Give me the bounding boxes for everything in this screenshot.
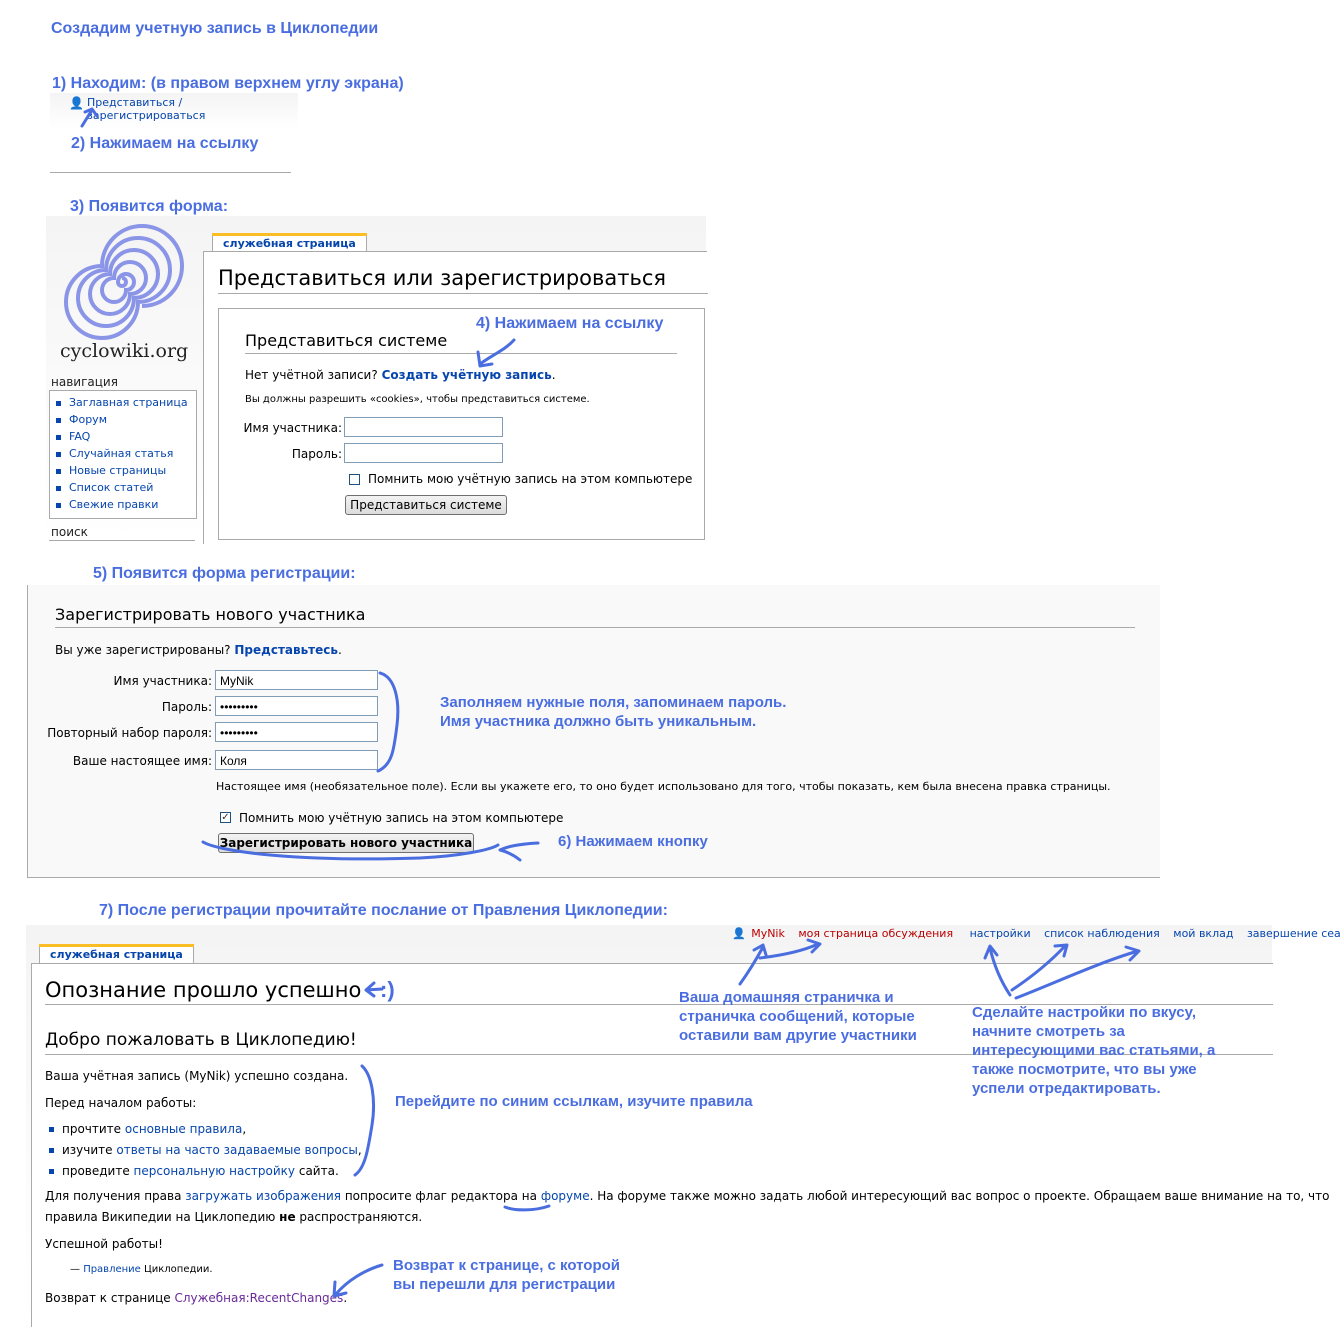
reg-remember-label: Помнить мою учётную запись на этом компьютере — [239, 811, 564, 825]
bullet-icon — [49, 1148, 54, 1153]
nav-item-faq[interactable]: FAQ — [69, 430, 91, 443]
step4-note: 4) Нажимаем на ссылку — [476, 315, 664, 332]
register-heading: Зарегистрировать нового участника — [55, 605, 366, 624]
register-submit-button[interactable]: Зарегистрировать нового участника — [218, 833, 474, 853]
bullet-icon — [56, 452, 61, 457]
cookies-text: Вы должны разрешить «cookies», чтобы представиться системе. — [245, 394, 590, 405]
welcome-heading: Добро пожаловать в Циклопедию! — [45, 1030, 357, 1050]
reg-password2-label: Повторный набор пароля: — [47, 726, 212, 740]
logout-link[interactable]: завершение сеа — [1246, 927, 1341, 940]
step1-note: 1) Находим: (в правом верхнем углу экрана) — [52, 75, 404, 92]
logo-text: cyclowiki.org — [60, 340, 189, 362]
divider — [49, 540, 195, 541]
nav-item-new-pages[interactable]: Новые страницы — [69, 464, 167, 477]
contributions-link[interactable]: мой вклад — [1173, 927, 1234, 940]
homepage-note: Ваша домашняя страничка и страничка сообщений, которые оставили вам другие участники — [679, 989, 917, 1044]
bullet-icon — [56, 503, 61, 508]
page-title: Создадим учетную запись в Циклопедии — [51, 20, 379, 37]
list-item: изучите ответы на часто задаваемые вопросы, — [49, 1143, 362, 1157]
no-account-text: Нет учётной записи? — [245, 368, 378, 382]
login-heading: Представиться или зарегистрироваться — [218, 266, 667, 290]
personal-settings-link[interactable]: персональную настройку — [133, 1164, 296, 1178]
return-note: Возврат к странице, с которой вы перешли для регистрации — [393, 1257, 621, 1293]
forum-link[interactable]: форуме — [540, 1189, 590, 1203]
watchlist-link[interactable]: список наблюдения — [1044, 927, 1160, 940]
tab-label: служебная страница — [223, 237, 356, 250]
step6-note: 6) Нажимаем кнопку — [558, 833, 708, 850]
step3-note: 3) Появится форма: — [70, 198, 229, 215]
content-panel — [203, 251, 707, 544]
step7-note: 7) После регистрации прочитайте послание от Правления Циклопедии: — [99, 902, 668, 919]
register-screenshot: Зарегистрировать нового участника Вы уже зарегистрированы? Представьтесь. Имя участника: MyNik Пароль: ••••••••• Повторный набор пароля: ••••••••• Ваше настоящее имя: Коля Настоящее имя (необязательное поле). Если вы укажете его, то оно будет использовано для того, чтобы показать, кем была внесена правка страницы. ✓ Помнить мою учётную запись на этом компьютере Зарегистрировать нового участника Заполняем нужные поля, запоминаем пароль. Имя участника должно быть уникальным. 6) Нажимаем кнопку — [27, 585, 1160, 878]
reg-password2-input[interactable]: ••••••••• — [215, 722, 378, 742]
cyclowiki-logo-icon — [64, 222, 180, 342]
realname-hint: Настоящее имя (необязательное поле). Если вы укажете его, то оно будет использовано для того, чтобы показать, кем была внесена правка страницы. — [216, 780, 1111, 793]
remember-label: Помнить мою учётную запись на этом компьютере — [368, 472, 693, 486]
user-page-link[interactable]: MyNik — [751, 927, 785, 940]
rules-paragraph: правила Википедии на Циклопедию не распространяются. — [45, 1210, 423, 1224]
password-label: Пароль: — [291, 447, 342, 461]
nav-item-forum[interactable]: Форум — [69, 413, 107, 426]
success-heading: Опознание прошло успешно — [45, 978, 362, 1002]
password-input[interactable] — [344, 443, 503, 463]
nav-item-all-pages[interactable]: Список статей — [69, 481, 154, 494]
login-link[interactable]: Представьтесь — [234, 643, 338, 657]
return-paragraph: Возврат к странице Служебная:RecentChanges. — [45, 1291, 348, 1305]
reg-remember-checkbox[interactable]: ✓ — [221, 812, 230, 823]
list-item: прочтите основные правила, — [49, 1122, 246, 1136]
step5-note: 5) Появится форма регистрации: — [93, 565, 356, 582]
bullet-icon — [49, 1169, 54, 1174]
reg-realname-input[interactable]: Коля — [215, 750, 378, 770]
username-input[interactable] — [344, 417, 503, 437]
subheading-rule — [245, 353, 677, 354]
nav-item-recent-changes[interactable]: Свежие правки — [69, 498, 159, 511]
nav-title: навигация — [51, 375, 118, 389]
user-icon: 👤 — [732, 927, 746, 940]
login-subheading: Представиться системе — [245, 331, 448, 350]
nav-portlet — [49, 390, 197, 519]
personal-bar — [732, 927, 1341, 940]
login-register-link[interactable]: Представиться / зарегистрироваться — [87, 96, 206, 122]
remember-checkbox[interactable] — [349, 474, 360, 485]
reg-password-input[interactable]: ••••••••• — [215, 696, 378, 716]
list-item: проведите персональную настройку сайта. — [49, 1164, 339, 1178]
before-start-text: Перед началом работы: — [45, 1096, 197, 1110]
upload-images-link[interactable]: загружать изображения — [185, 1189, 341, 1203]
username-label: Имя участника: — [243, 421, 342, 435]
smiley: :) — [380, 977, 395, 1002]
create-account-link[interactable]: Создать учётную запись — [381, 368, 552, 382]
board-link[interactable]: Правление — [83, 1264, 141, 1275]
preferences-link[interactable]: настройки — [969, 927, 1031, 940]
tab-label: служебная страница — [50, 948, 183, 961]
divider — [50, 172, 291, 173]
signature: — Правление Циклопедии. — [70, 1264, 213, 1275]
reg-username-label: Имя участника: — [113, 674, 212, 688]
step2-note: 2) Нажимаем на ссылку — [71, 135, 259, 152]
login-fieldset: Представиться системе Нет учётной записи? Создать учётную запись. Вы должны разрешить «cookies», чтобы представиться системе. Имя участника: Пароль: Помнить мою учётную запись на этом компьютере Представиться системе — [218, 308, 705, 540]
return-link[interactable]: Служебная:RecentChanges — [174, 1291, 344, 1305]
reg-username-input[interactable]: MyNik — [215, 670, 378, 690]
fill-fields-note-1: Заполняем нужные поля, запоминаем пароль. — [440, 694, 787, 711]
tab-special-page[interactable] — [39, 944, 194, 963]
bullet-icon — [49, 1127, 54, 1132]
bullet-icon — [56, 418, 61, 423]
faq-link[interactable]: ответы на часто задаваемые вопросы — [116, 1143, 358, 1157]
bullet-icon — [56, 435, 61, 440]
personal-bar-snippet — [50, 93, 298, 130]
upload-paragraph: Для получения права загружать изображения попросите флаг редактора на форуме. На форуме также можно задать любой интересующий вас вопрос о проекте. Обращаем ваше внимание на то, что — [45, 1189, 1330, 1203]
heading-rule — [55, 627, 1135, 628]
reg-password-label: Пароль: — [161, 700, 212, 714]
nav-item-random[interactable]: Случайная статья — [69, 447, 174, 460]
already-registered-text: Вы уже зарегистрированы? — [55, 643, 231, 657]
nav-item-main[interactable]: Заглавная страница — [69, 396, 188, 409]
good-luck-text: Успешной работы! — [45, 1237, 163, 1251]
reg-realname-label: Ваше настоящее имя: — [72, 754, 212, 768]
search-title: поиск — [51, 525, 88, 539]
bullet-icon — [56, 401, 61, 406]
links-note: Перейдите по синим ссылкам, изучите правила — [395, 1093, 753, 1110]
user-icon: 👤 — [69, 96, 84, 110]
fill-fields-note-2: Имя участника должно быть уникальным. — [440, 713, 757, 730]
account-created-text: Ваша учётная запись (MyNik) успешно создана. — [45, 1069, 349, 1083]
tab-special-page[interactable] — [212, 233, 367, 252]
preferences-note: Сделайте настройки по вкусу, начните смотреть за интересующими вас статьями, а также посмотрите, что вы уже успели отредактировать. — [972, 1004, 1216, 1097]
login-submit-button[interactable]: Представиться системе — [345, 495, 507, 515]
bullet-icon — [56, 486, 61, 491]
talk-page-link[interactable]: моя страница обсуждения — [798, 927, 954, 940]
rules-link[interactable]: основные правила — [124, 1122, 243, 1136]
heading-rule — [218, 293, 708, 294]
success-screenshot — [26, 925, 1341, 1326]
bullet-icon — [56, 469, 61, 474]
login-screenshot — [46, 216, 706, 543]
